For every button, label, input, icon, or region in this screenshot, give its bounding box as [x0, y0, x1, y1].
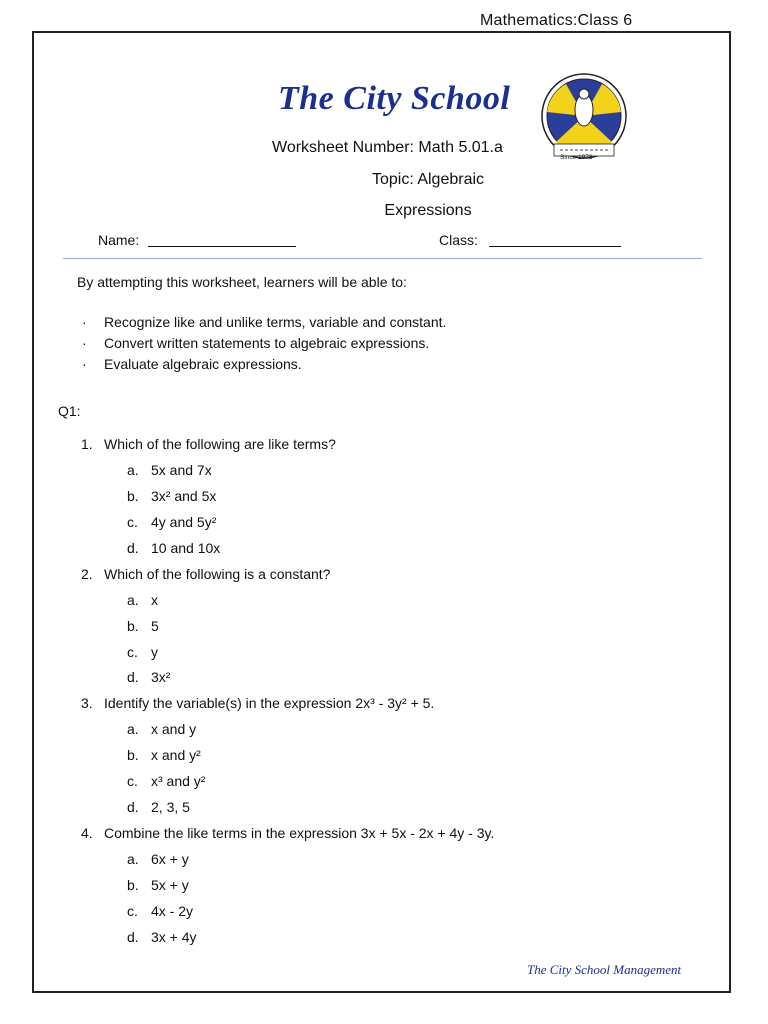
option-text: 4x - 2y — [151, 903, 194, 919]
topic-line-1: Topic: Algebraic — [371, 171, 485, 188]
option-item — [127, 514, 216, 530]
school-logo — [536, 72, 632, 164]
question-text: Identify the variable(s) in the expression 2x³ - 3y² + 5. — [104, 695, 435, 711]
option-item — [127, 488, 216, 504]
question-number: 4. — [81, 825, 93, 841]
option-letter: b. — [127, 747, 139, 763]
option-item — [127, 903, 193, 919]
subject-header: Mathematics:Class 6 — [480, 12, 633, 29]
question-2 — [81, 566, 330, 582]
question-number: 3. — [81, 695, 93, 711]
option-item — [127, 592, 158, 608]
option-text: 4y and 5y² — [151, 514, 217, 530]
question-text: Combine the like terms in the expression 3x + 5x - 2x + 4y - 3y. — [104, 825, 495, 841]
bullet-icon: · — [82, 314, 87, 330]
option-item — [127, 618, 159, 634]
option-letter: b. — [127, 488, 139, 504]
intro-text: By attempting this worksheet, learners will be able to: — [77, 274, 407, 290]
option-letter: a. — [127, 851, 139, 867]
option-text: y — [151, 644, 158, 660]
option-text: 5x + y — [151, 877, 189, 893]
option-letter: c. — [127, 773, 138, 789]
question-text: Which of the following are like terms? — [104, 436, 336, 452]
topic-line-2: Expressions — [384, 202, 472, 219]
option-text: 3x + 4y — [151, 929, 197, 945]
option-item — [127, 929, 197, 945]
option-item — [127, 877, 189, 893]
question-4 — [81, 825, 494, 841]
option-letter: b. — [127, 618, 139, 634]
question-1 — [81, 436, 336, 452]
objective-text: Convert written statements to algebraic expressions. — [104, 335, 430, 351]
footer-text: The City School Management — [527, 962, 682, 977]
option-item — [127, 747, 201, 763]
option-letter: b. — [127, 877, 139, 893]
objective-text: Recognize like and unlike terms, variable and constant. — [104, 314, 447, 330]
option-item — [127, 799, 190, 815]
logo-since-text: Since 1978 — [560, 154, 593, 161]
option-letter: c. — [127, 903, 138, 919]
option-letter: a. — [127, 592, 139, 608]
option-letter: a. — [127, 462, 139, 478]
question-number: 1. — [81, 436, 93, 452]
separator-line — [63, 258, 702, 259]
question-3 — [81, 695, 434, 711]
option-item — [127, 669, 170, 685]
option-item — [127, 462, 212, 478]
option-letter: c. — [127, 514, 138, 530]
objective-item — [82, 356, 302, 372]
option-letter: d. — [127, 540, 139, 556]
option-text: 3x² and 5x — [151, 488, 217, 504]
bullet-icon: · — [82, 335, 87, 351]
name-label: Name: — [98, 232, 140, 248]
question-text: Which of the following is a constant? — [104, 566, 331, 582]
option-text: 5x and 7x — [151, 462, 212, 478]
section-label: Q1: — [58, 403, 81, 419]
school-title: The City School — [278, 80, 511, 117]
option-item — [127, 851, 189, 867]
worksheet-number: Worksheet Number: Math 5.01.a — [272, 139, 503, 156]
bullet-icon: · — [82, 356, 87, 372]
option-text: 10 and 10x — [151, 540, 221, 556]
option-text: x and y — [151, 721, 197, 737]
option-text: 3x² — [151, 669, 171, 685]
option-text: x and y² — [151, 747, 201, 763]
option-letter: d. — [127, 669, 139, 685]
objective-item — [82, 314, 446, 330]
option-item — [127, 721, 196, 737]
option-letter: a. — [127, 721, 139, 737]
option-text: 6x + y — [151, 851, 189, 867]
class-label: Class: — [439, 232, 478, 248]
option-text: x — [151, 592, 158, 608]
objective-text: Evaluate algebraic expressions. — [104, 356, 302, 372]
option-item — [127, 540, 220, 556]
class-blank[interactable] — [489, 246, 621, 247]
objective-item — [82, 335, 429, 351]
option-letter: d. — [127, 799, 139, 815]
option-letter: d. — [127, 929, 139, 945]
option-item — [127, 644, 158, 660]
name-blank[interactable] — [148, 246, 296, 247]
option-item — [127, 773, 205, 789]
option-letter: c. — [127, 644, 138, 660]
option-text: x³ and y² — [151, 773, 206, 789]
option-text: 5 — [151, 618, 159, 634]
question-number: 2. — [81, 566, 93, 582]
option-text: 2, 3, 5 — [151, 799, 190, 815]
